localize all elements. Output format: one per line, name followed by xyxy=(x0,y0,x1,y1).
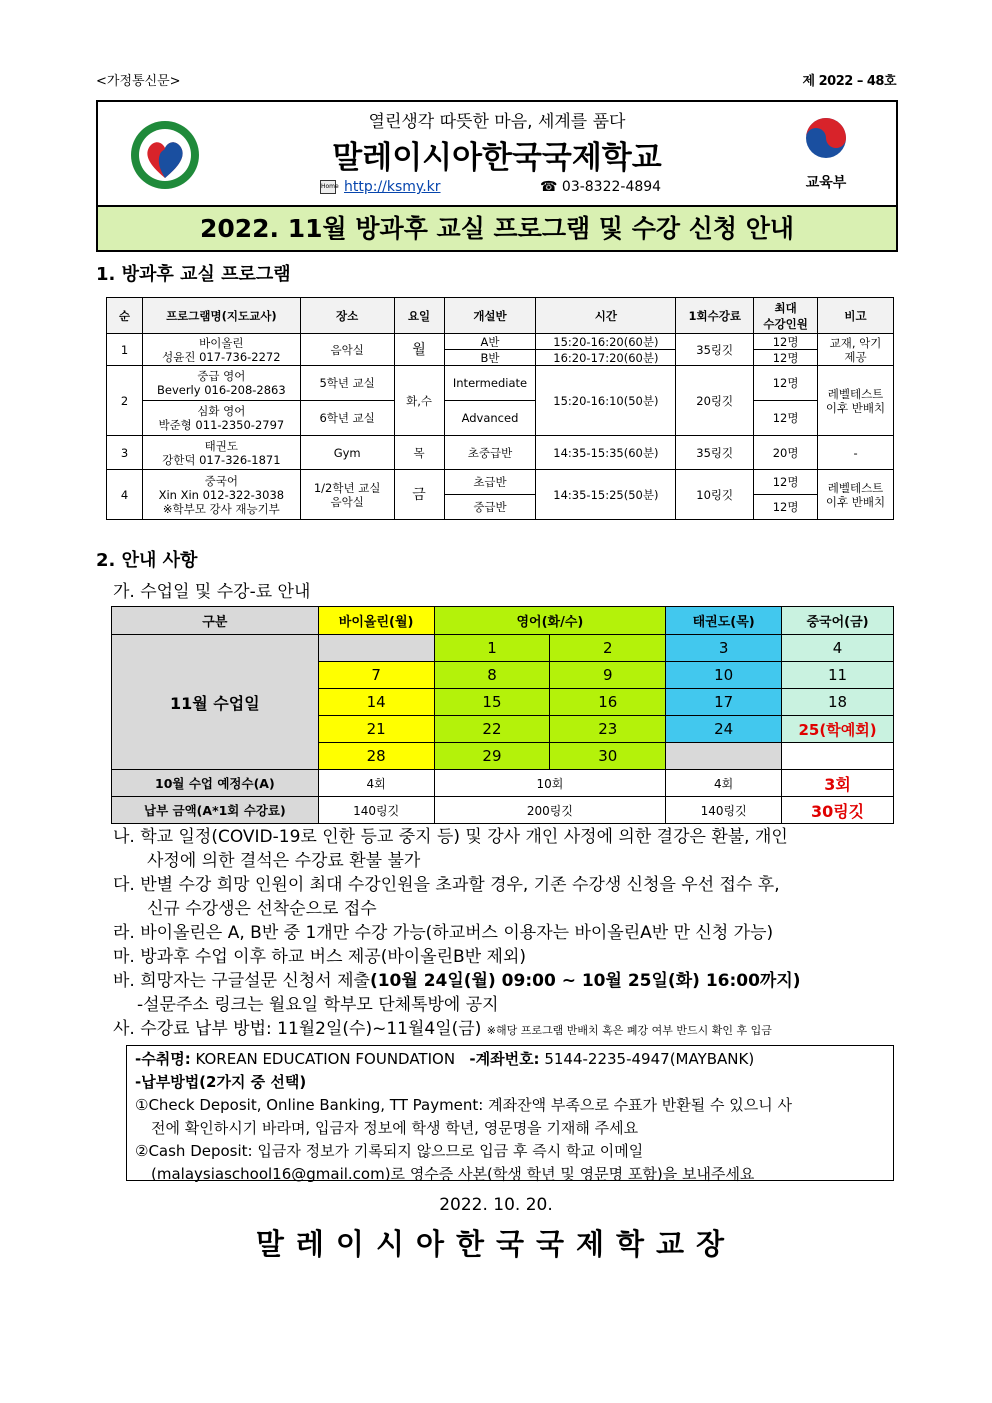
row-no: 3 xyxy=(107,436,143,470)
account-label: -계좌번호: xyxy=(469,1050,540,1068)
date-cell: 10 xyxy=(666,662,782,689)
date-cell: 22 xyxy=(434,716,550,743)
day: 월 xyxy=(394,334,444,366)
date-cell: 23 xyxy=(550,716,666,743)
note-l1: 레벨테스트 xyxy=(827,386,884,401)
note-sa-text: 사. 수강료 납부 방법: 11월2일(수)~11월4일(금) xyxy=(113,1019,482,1039)
date-cell: 28 xyxy=(318,743,434,770)
program-cell xyxy=(142,401,300,436)
school-slogan: 열린생각 따뜻한 마음, 세계를 품다 xyxy=(368,112,626,132)
date-cell: 30 xyxy=(550,743,666,770)
note xyxy=(818,470,894,520)
count-row xyxy=(112,770,894,797)
time: 16:20-17:20(60분) xyxy=(536,350,676,366)
section1-title: 1. 방과후 교실 프로그램 xyxy=(96,264,291,285)
capacity: 12명 xyxy=(754,334,818,350)
program-cell xyxy=(142,470,300,520)
notice-title: 2022. 11월 방과후 교실 프로그램 및 수강 신청 안내 xyxy=(98,207,896,250)
capacity: 12명 xyxy=(754,470,818,495)
place-l1: 1/2학년 교실 xyxy=(313,480,381,495)
note-sa xyxy=(113,1017,898,1043)
row-no: 4 xyxy=(107,470,143,520)
ministry-logo xyxy=(792,114,860,192)
fee: 20링깃 xyxy=(676,366,754,436)
count-cell: 4회 xyxy=(318,770,434,797)
date-cell: 3 xyxy=(666,635,782,662)
place xyxy=(300,470,394,520)
note-na-1: 나. 학교 일정(COVID-19로 인한 등교 중지 등) 및 강사 개인 사정에 의한 결강은 환불, 개인 xyxy=(113,827,788,847)
note-ba xyxy=(113,969,898,993)
day: 금 xyxy=(394,470,444,520)
note-l1: 레벨테스트 xyxy=(827,480,884,495)
taegeuk-icon xyxy=(792,114,860,166)
method-1a: ①Check Deposit, Online Banking, TT Payment: 계좌잔액 부족으로 수표가 반환될 수 있으니 사 xyxy=(135,1096,793,1114)
day: 화,수 xyxy=(394,366,444,436)
col-capacity-l2: 수강인원 xyxy=(763,316,808,331)
capacity: 12명 xyxy=(754,350,818,366)
class: Advanced xyxy=(444,401,536,436)
schedule-col-chinese: 중국어(금) xyxy=(782,607,894,635)
date-cell: 16 xyxy=(550,689,666,716)
capacity: 12명 xyxy=(754,366,818,401)
program-cell xyxy=(142,334,300,366)
time: 14:35-15:35(60분) xyxy=(536,436,676,470)
class: B반 xyxy=(444,350,536,366)
fee: 35링깃 xyxy=(676,436,754,470)
col-program: 프로그램명(지도교사) xyxy=(142,298,300,334)
date-cell xyxy=(782,743,894,770)
date-cell: 17 xyxy=(666,689,782,716)
phone-icon: ☎ xyxy=(540,179,558,195)
note-l2: 제공 xyxy=(844,349,867,364)
date-cell: 4 xyxy=(782,635,894,662)
program-name: 태권도 xyxy=(204,438,238,453)
row-no: 2 xyxy=(107,366,143,436)
table-row xyxy=(107,470,894,495)
date-cell: 24 xyxy=(666,716,782,743)
day: 목 xyxy=(394,436,444,470)
teacher-extra: ※학부모 강사 재능기부 xyxy=(162,501,280,516)
date-cell xyxy=(666,743,782,770)
school-name: 말레이시아한국국제학교 xyxy=(332,140,662,176)
count-cell: 10회 xyxy=(434,770,666,797)
table-row xyxy=(107,334,894,350)
doc-type-label: <가정통신문> xyxy=(96,74,181,89)
date-cell: 14 xyxy=(318,689,434,716)
amount-label: 납부 금액(A*1회 수강료) xyxy=(112,797,319,824)
note xyxy=(818,334,894,366)
subsection-ga: 가. 수업일 및 수강-료 안내 xyxy=(113,582,311,602)
class: 중급반 xyxy=(444,495,536,520)
bank-info-box xyxy=(126,1045,894,1181)
doc-number: 제 2022 – 48호 xyxy=(802,74,896,89)
fee: 35링깃 xyxy=(676,334,754,366)
note-ba-period: (10월 24일(월) 09:00 ~ 10월 25일(화) 16:00까지) xyxy=(369,971,801,991)
program-table xyxy=(106,297,894,520)
amount-cell: 30링깃 xyxy=(782,797,894,824)
date-cell xyxy=(318,635,434,662)
place: 6학년 교실 xyxy=(300,401,394,436)
bank-line-1 xyxy=(135,1048,885,1071)
schedule-col-english: 영어(화/수) xyxy=(434,607,666,635)
date-cell: 18 xyxy=(782,689,894,716)
time: 15:20-16:10(50분) xyxy=(536,366,676,436)
schedule-week-row xyxy=(112,635,894,662)
note: - xyxy=(818,436,894,470)
place: 음악실 xyxy=(300,334,394,366)
count-label: 10월 수업 예정수(A) xyxy=(112,770,319,797)
time: 15:20-16:20(60분) xyxy=(536,334,676,350)
notes xyxy=(113,825,898,1043)
table-row xyxy=(107,401,894,436)
teacher: 성윤진 017-736-2272 xyxy=(162,349,281,364)
col-class: 개설반 xyxy=(444,298,536,334)
col-capacity-l1: 최대 xyxy=(774,300,797,315)
schedule-header-row xyxy=(112,607,894,635)
date-cell: 9 xyxy=(550,662,666,689)
program-cell xyxy=(142,366,300,401)
capacity: 12명 xyxy=(754,401,818,436)
holder-label: -수취명: xyxy=(135,1050,191,1068)
note-ba-2: -설문주소 링크는 월요일 학부모 단체톡방에 공지 xyxy=(137,995,499,1015)
program-name: 심화 영어 xyxy=(197,404,246,418)
teacher: Xin Xin 012-322-3038 xyxy=(158,487,285,502)
date-cell: 7 xyxy=(318,662,434,689)
program-name: 바이올린 xyxy=(199,335,244,350)
col-place: 장소 xyxy=(300,298,394,334)
teacher: 박준형 011-2350-2797 xyxy=(158,418,285,432)
homepage-link[interactable]: http://ksmy.kr xyxy=(344,179,441,195)
note-ra: 라. 바이올린은 A, B반 중 1개만 수강 가능(하교버스 이용자는 바이올린A반 만 신청 가능) xyxy=(113,923,774,943)
class: Intermediate xyxy=(444,366,536,401)
teacher: 강한덕 017-326-1871 xyxy=(162,452,281,467)
time: 14:35-15:25(50분) xyxy=(536,470,676,520)
note xyxy=(818,366,894,436)
principal-signature: 말레이시아한국국제학교장 xyxy=(255,1227,737,1261)
table-row xyxy=(107,436,894,470)
holder: KOREAN EDUCATION FOUNDATION xyxy=(195,1050,456,1068)
amount-row xyxy=(112,797,894,824)
date-cell: 1 xyxy=(434,635,550,662)
col-day: 요일 xyxy=(394,298,444,334)
col-no: 순 xyxy=(107,298,143,334)
schedule-row-label: 11월 수업일 xyxy=(112,635,319,770)
place: 5학년 교실 xyxy=(300,366,394,401)
col-capacity xyxy=(754,298,818,334)
schedule-col-violin: 바이올린(월) xyxy=(318,607,434,635)
phone-number: 03-8322-4894 xyxy=(561,179,662,195)
note-l2: 이후 반배치 xyxy=(825,494,886,509)
amount-cell: 140링깃 xyxy=(318,797,434,824)
section2-title: 2. 안내 사항 xyxy=(96,550,198,571)
note-da-1: 다. 반별 수강 희망 인원이 최대 수강인원을 초과할 경우, 기존 수강생 신청을 우선 접수 후, xyxy=(113,875,780,895)
fee: 10링깃 xyxy=(676,470,754,520)
class: A반 xyxy=(444,334,536,350)
note-l1: 교재, 악기 xyxy=(829,335,882,350)
phone-wrap xyxy=(540,179,661,195)
col-note: 비고 xyxy=(818,298,894,334)
amount-cell: 140링깃 xyxy=(666,797,782,824)
col-fee: 1회수강료 xyxy=(676,298,754,334)
col-time: 시간 xyxy=(536,298,676,334)
note-na-2: 사정에 의한 결석은 수강료 환불 불가 xyxy=(147,851,421,871)
table-row xyxy=(107,366,894,401)
note-l2: 이후 반배치 xyxy=(825,400,886,415)
method-label: -납부방법(2가지 중 선택) xyxy=(135,1073,307,1091)
method-1b: 전에 확인하시기 바라며, 입금자 정보에 학생 학년, 영문명을 기재해 주세요 xyxy=(151,1119,639,1137)
program-name: 중급 영어 xyxy=(197,369,246,383)
amount-cell: 200링깃 xyxy=(434,797,666,824)
home-icon: Home xyxy=(320,180,336,194)
note-da-2: 신규 수강생은 선착순으로 접수 xyxy=(147,899,377,919)
issue-date: 2022. 10. 20. xyxy=(439,1195,553,1215)
program-name: 중국어 xyxy=(204,473,238,488)
ministry-name: 교육부 xyxy=(805,175,847,191)
capacity: 12명 xyxy=(754,495,818,520)
letterhead-top xyxy=(98,102,896,207)
row-no: 1 xyxy=(107,334,143,366)
teacher: Beverly 016-208-2863 xyxy=(156,383,286,397)
schedule-col-tkd: 태권도(목) xyxy=(666,607,782,635)
method-2a: ②Cash Deposit: 입금자 정보가 기록되지 않으므로 입금 후 즉시 학교 이메일 xyxy=(135,1142,644,1160)
schedule-col-label: 구분 xyxy=(112,607,319,635)
class: 초중급반 xyxy=(444,436,536,470)
method-2b: (malaysiaschool16@gmail.com)로 영수증 사본(학생 학년 및 영문명 포함)을 보내주세요 xyxy=(151,1165,755,1183)
date-cell: 2 xyxy=(550,635,666,662)
account-number: 5144-2235-4947(MAYBANK) xyxy=(544,1050,755,1068)
program-cell xyxy=(142,436,300,470)
date-cell-festival: 25(학예회) xyxy=(782,716,894,743)
class: 초급반 xyxy=(444,470,536,495)
date-cell: 8 xyxy=(434,662,550,689)
letterhead xyxy=(96,100,898,252)
note-ma: 마. 방과후 수업 이후 하교 버스 제공(바이올린B반 제외) xyxy=(113,947,527,967)
homepage-link-wrap xyxy=(320,179,441,195)
date-cell: 29 xyxy=(434,743,550,770)
capacity: 20명 xyxy=(754,436,818,470)
count-cell: 3회 xyxy=(782,770,894,797)
schedule-table xyxy=(111,606,894,824)
date-cell: 11 xyxy=(782,662,894,689)
top-line xyxy=(96,70,896,90)
note-sa-small: ※해당 프로그램 반배치 혹은 폐강 여부 반드시 확인 후 입금 xyxy=(486,1024,772,1037)
date-cell: 21 xyxy=(318,716,434,743)
place-l2: 음악실 xyxy=(330,494,364,509)
count-cell: 4회 xyxy=(666,770,782,797)
place: Gym xyxy=(300,436,394,470)
note-ba-text: 바. 희망자는 구글설문 신청서 제출 xyxy=(113,971,370,991)
program-header-row xyxy=(107,298,894,334)
bank-line-2 xyxy=(135,1071,885,1094)
date-cell: 15 xyxy=(434,689,550,716)
